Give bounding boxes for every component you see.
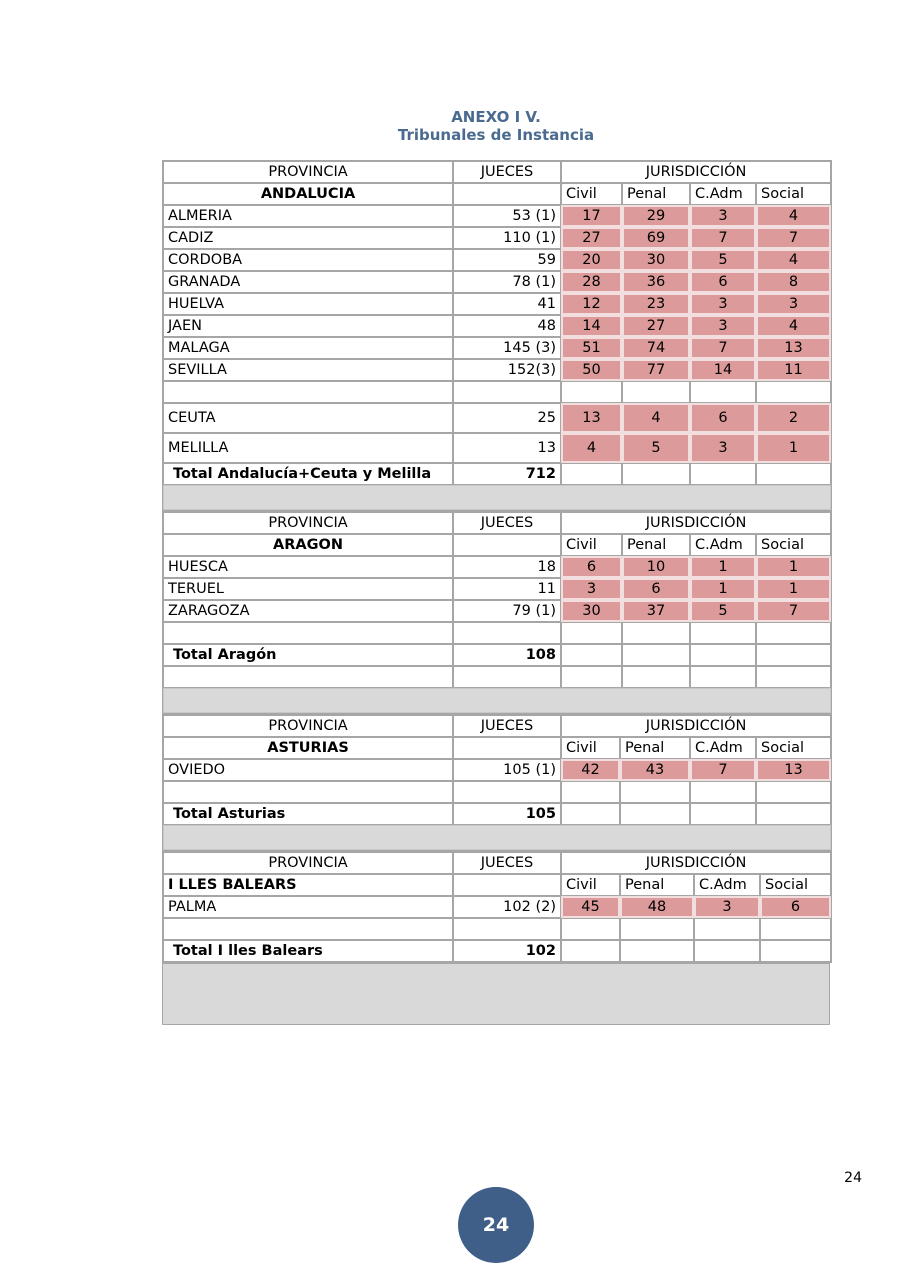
civil-value: 3 [561, 578, 622, 600]
header-provincia: PROVINCIA [163, 852, 453, 874]
total-row [163, 803, 831, 825]
jueces-value: 13 [453, 433, 561, 463]
civil-value: 13 [561, 403, 622, 433]
header-jurisdiccion: JURISDICCIÓN [561, 852, 831, 874]
penal-value: 29 [622, 205, 690, 227]
table-row [163, 337, 831, 359]
province-name: GRANADA [163, 271, 453, 293]
table-row [163, 205, 831, 227]
jueces-value: 152(3) [453, 359, 561, 381]
civil-value: 50 [561, 359, 622, 381]
penal-value: 30 [622, 249, 690, 271]
penal-value: 10 [622, 556, 690, 578]
province-name: HUESCA [163, 556, 453, 578]
cadm-value: 3 [694, 896, 760, 918]
table-illes-balears [162, 851, 832, 963]
social-value: 4 [756, 205, 831, 227]
penal-value: 48 [620, 896, 694, 918]
cadm-value: 5 [690, 249, 756, 271]
jueces-value: 79 (1) [453, 600, 561, 622]
cadm-value: 3 [690, 315, 756, 337]
header-row [163, 512, 831, 534]
penal-value: 69 [622, 227, 690, 249]
bottom-gray-band [162, 963, 830, 1025]
table-row [163, 293, 831, 315]
heading-subtitle: Tribunales de Instancia [397, 126, 595, 144]
cadm-value: 7 [690, 337, 756, 359]
table-row [163, 403, 831, 433]
penal-value: 5 [622, 433, 690, 463]
header-penal: Penal [620, 874, 694, 896]
table-row [163, 315, 831, 337]
social-value: 1 [756, 556, 831, 578]
province-name: CORDOBA [163, 249, 453, 271]
jueces-value: 11 [453, 578, 561, 600]
social-value: 1 [756, 578, 831, 600]
total-label: Total Asturias [163, 803, 453, 825]
civil-value: 30 [561, 600, 622, 622]
civil-value: 12 [561, 293, 622, 315]
province-name: HUELVA [163, 293, 453, 315]
table-row [163, 249, 831, 271]
social-value: 7 [756, 600, 831, 622]
jueces-value: 53 (1) [453, 205, 561, 227]
header-jueces: JUECES [453, 161, 561, 183]
province-name: CEUTA [163, 403, 453, 433]
civil-value: 4 [561, 433, 622, 463]
blank-row [163, 666, 831, 688]
penal-value: 43 [620, 759, 690, 781]
jueces-value: 110 (1) [453, 227, 561, 249]
province-name: ZARAGOZA [163, 600, 453, 622]
region-name: I LLES BALEARS [163, 874, 453, 896]
jueces-value: 145 (3) [453, 337, 561, 359]
social-value: 13 [756, 337, 831, 359]
civil-value: 17 [561, 205, 622, 227]
total-label: Total Andalucía+Ceuta y Melilla [163, 463, 453, 485]
total-label: Total I lles Balears [163, 940, 453, 962]
table-aragon [162, 511, 832, 714]
region-name: ASTURIAS [163, 737, 453, 759]
header-social: Social [756, 183, 831, 205]
header-civil: Civil [561, 737, 620, 759]
header-row [163, 161, 831, 183]
civil-value: 45 [561, 896, 620, 918]
penal-value: 74 [622, 337, 690, 359]
header-penal: Penal [620, 737, 690, 759]
header-penal: Penal [622, 183, 690, 205]
table-row [163, 556, 831, 578]
civil-value: 27 [561, 227, 622, 249]
header-cadm: C.Adm [694, 874, 760, 896]
province-name: TERUEL [163, 578, 453, 600]
total-row [163, 463, 831, 485]
empty-cell [453, 534, 561, 556]
header-jurisdiccion: JURISDICCIÓN [561, 715, 831, 737]
jueces-value: 78 (1) [453, 271, 561, 293]
cadm-value: 7 [690, 227, 756, 249]
jueces-value: 105 (1) [453, 759, 561, 781]
header-cadm: C.Adm [690, 183, 756, 205]
heading-annex: ANEXO I V. [451, 108, 541, 126]
blank-row [163, 381, 831, 403]
civil-value: 28 [561, 271, 622, 293]
page-badge: 24 [458, 1187, 534, 1263]
table-row [163, 759, 831, 781]
cadm-value: 7 [690, 759, 756, 781]
cadm-value: 3 [690, 293, 756, 315]
cadm-value: 3 [690, 205, 756, 227]
jueces-value: 18 [453, 556, 561, 578]
jueces-value: 102 (2) [453, 896, 561, 918]
header-jueces: JUECES [453, 512, 561, 534]
blank-row [163, 622, 831, 644]
subheader-row [163, 737, 831, 759]
table-asturias [162, 714, 832, 851]
cadm-value: 5 [690, 600, 756, 622]
total-value: 108 [453, 644, 561, 666]
civil-value: 6 [561, 556, 622, 578]
header-social: Social [756, 534, 831, 556]
jueces-value: 25 [453, 403, 561, 433]
header-social: Social [756, 737, 831, 759]
header-jurisdiccion: JURISDICCIÓN [561, 161, 831, 183]
table-row [163, 359, 831, 381]
table-row [163, 227, 831, 249]
header-penal: Penal [622, 534, 690, 556]
social-value: 8 [756, 271, 831, 293]
province-name: JAEN [163, 315, 453, 337]
province-name: CADIZ [163, 227, 453, 249]
table-row [163, 600, 831, 622]
social-value: 3 [756, 293, 831, 315]
subheader-row [163, 183, 831, 205]
social-value: 2 [756, 403, 831, 433]
separator-band [163, 688, 831, 713]
blank-row [163, 781, 831, 803]
penal-value: 77 [622, 359, 690, 381]
table-row [163, 578, 831, 600]
region-name: ANDALUCIA [163, 183, 453, 205]
penal-value: 36 [622, 271, 690, 293]
table-row [163, 433, 831, 463]
total-label: Total Aragón [163, 644, 453, 666]
jueces-value: 59 [453, 249, 561, 271]
total-value: 712 [453, 463, 561, 485]
page-number: 24 [844, 1170, 862, 1186]
subheader-row [163, 874, 831, 896]
social-value: 6 [760, 896, 831, 918]
cadm-value: 1 [690, 556, 756, 578]
header-provincia: PROVINCIA [163, 161, 453, 183]
page-heading [0, 108, 905, 144]
blank-row [163, 918, 831, 940]
table-andalucia [162, 160, 832, 511]
social-value: 7 [756, 227, 831, 249]
penal-value: 4 [622, 403, 690, 433]
header-jueces: JUECES [453, 852, 561, 874]
cadm-value: 14 [690, 359, 756, 381]
cadm-value: 3 [690, 433, 756, 463]
separator-band [163, 485, 831, 510]
province-name: SEVILLA [163, 359, 453, 381]
province-name: ALMERIA [163, 205, 453, 227]
header-provincia: PROVINCIA [163, 512, 453, 534]
penal-value: 37 [622, 600, 690, 622]
table-row [163, 896, 831, 918]
civil-value: 20 [561, 249, 622, 271]
province-name: MELILLA [163, 433, 453, 463]
total-value: 102 [453, 940, 561, 962]
social-value: 4 [756, 315, 831, 337]
empty-cell [453, 874, 561, 896]
total-row [163, 940, 831, 962]
header-civil: Civil [561, 534, 622, 556]
empty-cell [453, 183, 561, 205]
cadm-value: 6 [690, 403, 756, 433]
civil-value: 42 [561, 759, 620, 781]
tribunales-tables [162, 160, 830, 1025]
social-value: 11 [756, 359, 831, 381]
header-row [163, 715, 831, 737]
province-name: OVIEDO [163, 759, 453, 781]
total-value: 105 [453, 803, 561, 825]
civil-value: 51 [561, 337, 622, 359]
table-row [163, 271, 831, 293]
subheader-row [163, 534, 831, 556]
province-name: MALAGA [163, 337, 453, 359]
region-name: ARAGON [163, 534, 453, 556]
header-jueces: JUECES [453, 715, 561, 737]
social-value: 4 [756, 249, 831, 271]
empty-cell [453, 737, 561, 759]
header-cadm: C.Adm [690, 534, 756, 556]
jueces-value: 41 [453, 293, 561, 315]
penal-value: 27 [622, 315, 690, 337]
total-row [163, 644, 831, 666]
cadm-value: 6 [690, 271, 756, 293]
header-civil: Civil [561, 183, 622, 205]
penal-value: 6 [622, 578, 690, 600]
social-value: 1 [756, 433, 831, 463]
civil-value: 14 [561, 315, 622, 337]
header-provincia: PROVINCIA [163, 715, 453, 737]
header-social: Social [760, 874, 831, 896]
separator-band [163, 825, 831, 850]
cadm-value: 1 [690, 578, 756, 600]
header-cadm: C.Adm [690, 737, 756, 759]
header-jurisdiccion: JURISDICCIÓN [561, 512, 831, 534]
penal-value: 23 [622, 293, 690, 315]
header-row [163, 852, 831, 874]
jueces-value: 48 [453, 315, 561, 337]
header-civil: Civil [561, 874, 620, 896]
social-value: 13 [756, 759, 831, 781]
province-name: PALMA [163, 896, 453, 918]
